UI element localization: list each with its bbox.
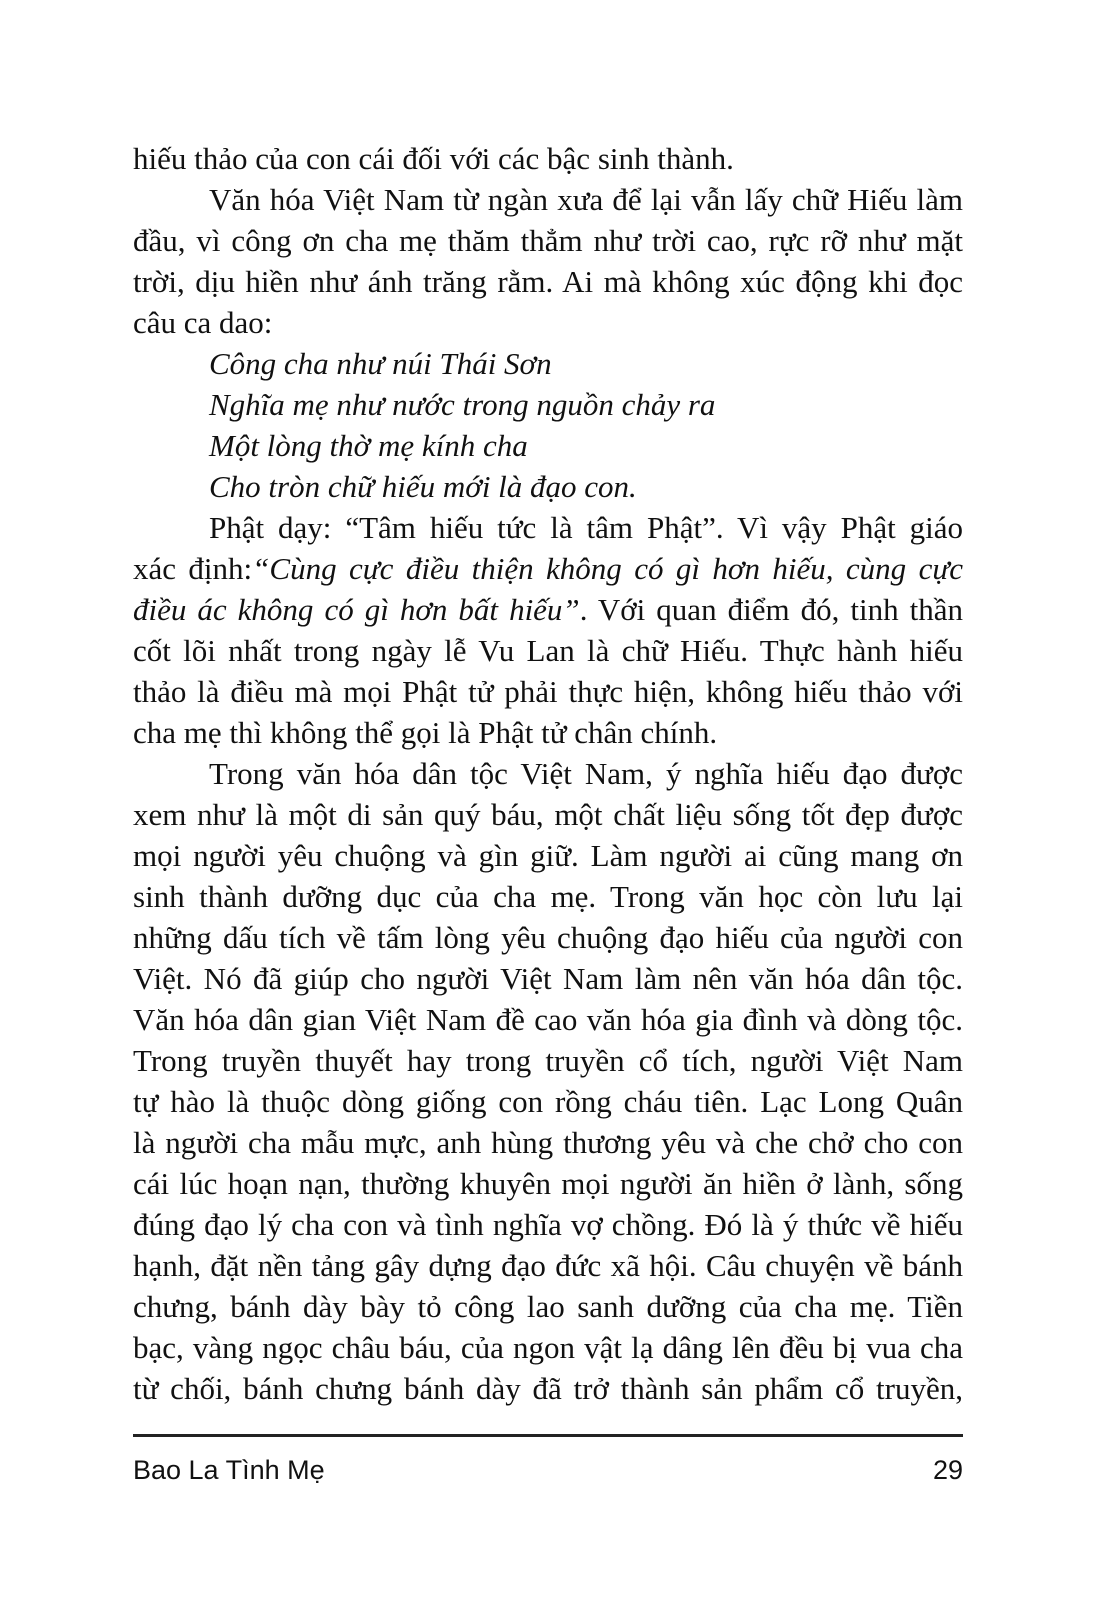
text-line: thảo là điều mà mọi Phật tử phải thực hiện, không hiếu thảo với xyxy=(133,674,963,709)
text-line: câu ca dao: xyxy=(133,305,273,340)
text-line: những dấu tích về tấm lòng yêu chuộng đạo hiếu của người con xyxy=(133,920,963,955)
text-line: trời, dịu hiền như ánh trăng rằm. Ai mà không xúc động khi đọc xyxy=(133,264,963,299)
text-span: . Với quan điểm đó, tinh thần xyxy=(579,592,963,627)
poem-line: Nghĩa mẹ như nước trong nguồn chảy ra xyxy=(209,387,716,422)
page-number: 29 xyxy=(932,1455,963,1485)
text-line: Trong truyền thuyết hay trong truyền cổ tích, người Việt Nam xyxy=(133,1043,963,1078)
text-line: Văn hóa dân gian Việt Nam đề cao văn hóa gia đình và dòng tộc. xyxy=(133,1002,963,1037)
text-line: hạnh, đặt nền tảng gây dựng đạo đức xã hội. Câu chuyện về bánh xyxy=(133,1248,963,1283)
text-line: xem như là một di sản quý báu, một chất liệu sống tốt đẹp được xyxy=(133,797,963,832)
text-line: đầu, vì công ơn cha mẹ thăm thẳm như trời cao, rực rỡ như mặt xyxy=(133,223,963,258)
page-footer xyxy=(133,1452,963,1488)
text-line: Việt. Nó đã giúp cho người Việt Nam làm nên văn hóa dân tộc. xyxy=(133,961,963,996)
footer-rule xyxy=(133,1434,963,1437)
poem-line: Một lòng thờ mẹ kính cha xyxy=(209,428,528,463)
page-body xyxy=(133,138,963,1409)
italic-quote: “Cùng cực điều thiện không có gì hơn hiếu, cùng cực xyxy=(252,551,964,586)
text-line: từ chối, bánh chưng bánh dày đã trở thành sản phẩm cổ truyền, xyxy=(133,1371,963,1406)
text-line: cái lúc hoạn nạn, thường khuyên mọi người ăn hiền ở lành, sống xyxy=(133,1166,963,1201)
text-line: đúng đạo lý cha con và tình nghĩa vợ chồng. Đó là ý thức về hiếu xyxy=(133,1207,963,1242)
italic-quote: điều ác không có gì hơn bất hiếu” xyxy=(133,592,580,627)
text-line: hiếu thảo của con cái đối với các bậc sinh thành. xyxy=(133,141,734,176)
poem-line: Công cha như núi Thái Sơn xyxy=(209,346,552,381)
text-line: bạc, vàng ngọc châu báu, của ngon vật lạ dâng lên đều bị vua cha xyxy=(133,1330,963,1365)
text-line: mọi người yêu chuộng và gìn giữ. Làm người ai cũng mang ơn xyxy=(133,838,963,873)
text-line: Trong văn hóa dân tộc Việt Nam, ý nghĩa hiếu đạo được xyxy=(209,756,963,791)
text-line: cốt lõi nhất trong ngày lễ Vu Lan là chữ Hiếu. Thực hành hiếu xyxy=(133,633,963,668)
text-line: chưng, bánh dày bày tỏ công lao sanh dưỡng của cha mẹ. Tiền xyxy=(133,1289,963,1324)
text-line xyxy=(133,589,963,630)
text-line: cha mẹ thì không thể gọi là Phật tử chân chính. xyxy=(133,715,718,750)
text-line: Phật dạy: “Tâm hiếu tức là tâm Phật”. Vì vậy Phật giáo xyxy=(209,510,963,545)
poem-line: Cho tròn chữ hiếu mới là đạo con. xyxy=(209,469,637,504)
text-line: tự hào là thuộc dòng giống con rồng cháu tiên. Lạc Long Quân xyxy=(133,1084,963,1119)
text-line xyxy=(133,548,963,589)
inline-prefix: xác định: xyxy=(133,551,253,586)
text-line: sinh thành dưỡng dục của cha mẹ. Trong văn học còn lưu lại xyxy=(133,879,963,914)
book-title: Bao La Tình Mẹ xyxy=(133,1455,325,1485)
text-line: là người cha mẫu mực, anh hùng thương yêu và che chở cho con xyxy=(133,1125,963,1160)
text-line: Văn hóa Việt Nam từ ngàn xưa để lại vẫn lấy chữ Hiếu làm xyxy=(209,182,963,217)
